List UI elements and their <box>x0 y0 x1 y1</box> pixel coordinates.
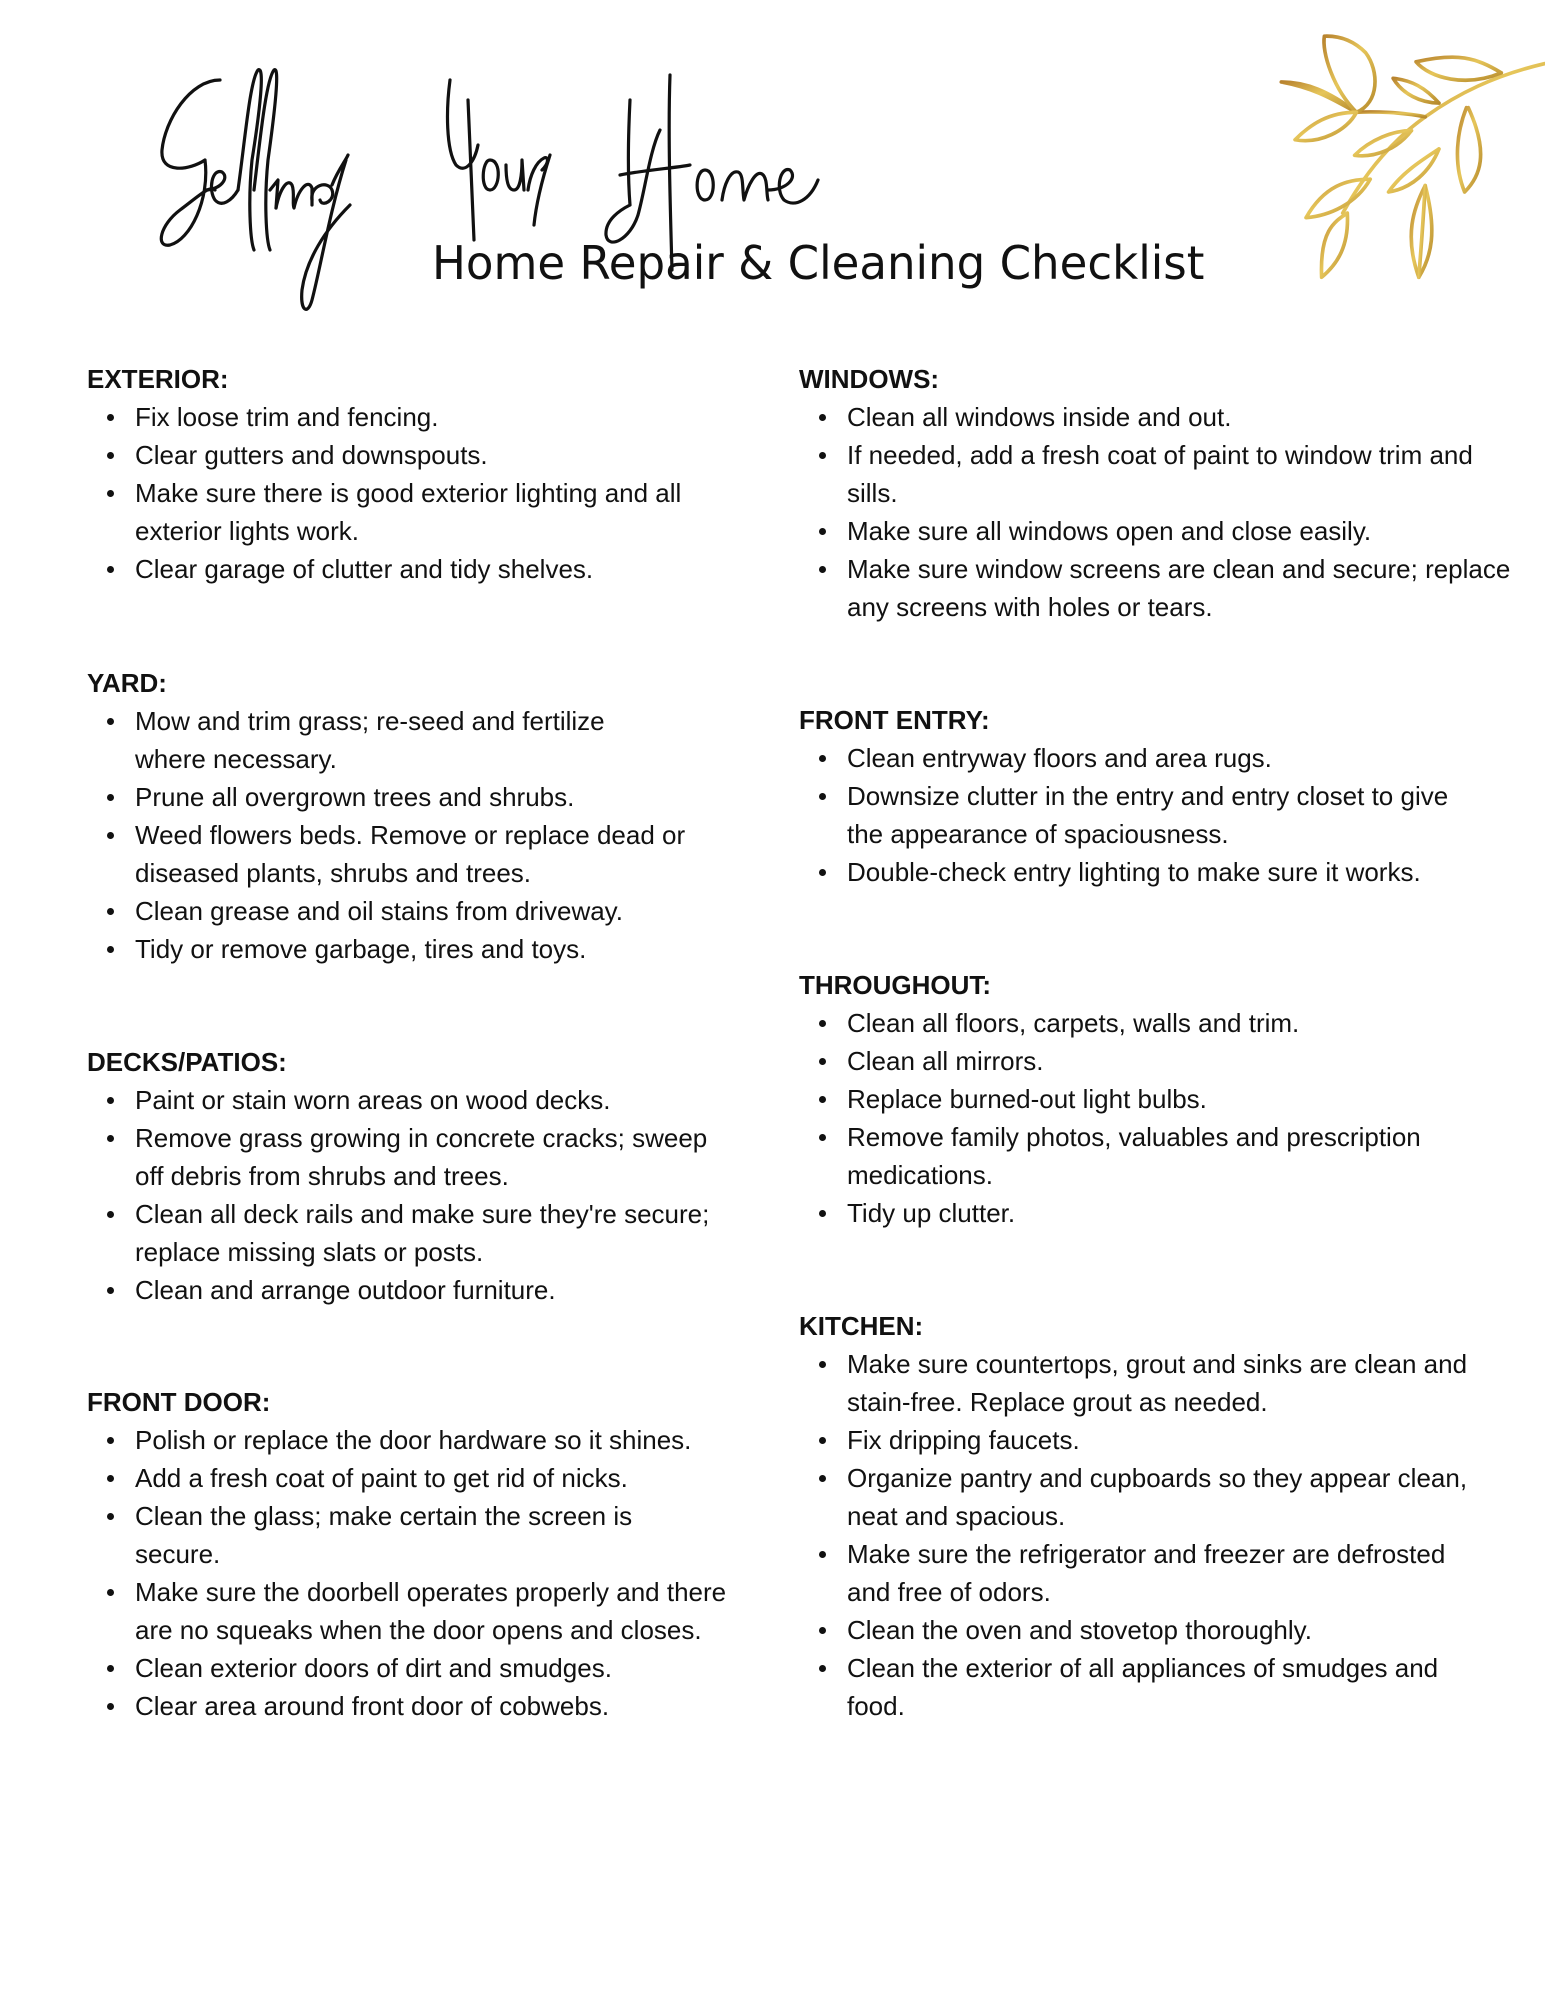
bullet-icon <box>107 414 114 421</box>
list-item: Tidy or remove garbage, tires and toys. <box>87 930 727 968</box>
bullet-icon <box>819 414 826 421</box>
bullet-icon <box>107 718 114 725</box>
list-item: Clean all windows inside and out. <box>799 398 1489 436</box>
bullet-icon <box>819 528 826 535</box>
bullet-icon <box>107 1211 114 1218</box>
list-item: Prune all overgrown trees and shrubs. <box>87 778 727 816</box>
bullet-icon <box>107 794 114 801</box>
list-item: Clean all deck rails and make sure they're secure; replace missing slats or posts. <box>87 1195 710 1271</box>
section-exterior <box>87 360 727 588</box>
bullet-icon <box>107 566 114 573</box>
list-item: Make sure the doorbell operates properly and there are no squeaks when the door opens and closes. <box>87 1573 750 1649</box>
section-front-entry <box>799 701 1489 891</box>
section-heading: KITCHEN: <box>799 1311 924 1341</box>
list-item: Clear gutters and downspouts. <box>87 436 727 474</box>
bullet-icon <box>819 1665 826 1672</box>
section-heading: THROUGHOUT: <box>799 970 992 1000</box>
list-item: Make sure countertops, grout and sinks are clean and stain-free. Replace grout as needed. <box>799 1345 1527 1421</box>
list-item: Paint or stain worn areas on wood decks. <box>87 1081 727 1119</box>
bullet-icon <box>107 1703 114 1710</box>
bullet-icon <box>819 1361 826 1368</box>
bullet-icon <box>107 1287 114 1294</box>
list-item: Clean the oven and stovetop thoroughly. <box>799 1611 1489 1649</box>
list-item: Organize pantry and cupboards so they appear clean, neat and spacious. <box>799 1459 1497 1535</box>
list-item: Fix dripping faucets. <box>799 1421 1489 1459</box>
bullet-icon <box>107 908 114 915</box>
bullet-icon <box>819 1437 826 1444</box>
checklist <box>87 1421 727 1725</box>
list-item: Clear area around front door of cobwebs. <box>87 1687 727 1725</box>
list-item: Clean all floors, carpets, walls and trim. <box>799 1004 1489 1042</box>
list-item: Clean all mirrors. <box>799 1042 1489 1080</box>
list-item: Make sure there is good exterior lighting and all exterior lights work. <box>87 474 690 550</box>
list-item: Add a fresh coat of paint to get rid of nicks. <box>87 1459 727 1497</box>
section-windows <box>799 360 1511 626</box>
list-item: Make sure all windows open and close easily. <box>799 512 1489 550</box>
bullet-icon <box>819 1475 826 1482</box>
list-item: Remove family photos, valuables and prescription medications. <box>799 1118 1527 1194</box>
bullet-icon <box>107 1475 114 1482</box>
list-item: Make sure window screens are clean and secure; replace any screens with holes or tears. <box>799 550 1517 626</box>
bullet-icon <box>107 1589 114 1596</box>
section-decks-patios <box>87 1043 727 1309</box>
bullet-icon <box>819 1134 826 1141</box>
list-item: Make sure the refrigerator and freezer are defrosted and free of odors. <box>799 1535 1457 1611</box>
list-item: Weed flowers beds. Remove or replace dead or diseased plants, shrubs and trees. <box>87 816 735 892</box>
subtitle: Home Repair & Cleaning Checklist <box>432 236 1205 290</box>
bullet-icon <box>819 1627 826 1634</box>
bullet-icon <box>819 1020 826 1027</box>
section-heading: FRONT ENTRY: <box>799 705 990 735</box>
checklist <box>799 398 1511 626</box>
bullet-icon <box>107 452 114 459</box>
section-heading: YARD: <box>87 668 167 698</box>
bullet-icon <box>107 946 114 953</box>
bullet-icon <box>819 452 826 459</box>
bullet-icon <box>819 1210 826 1217</box>
list-item: Clean grease and oil stains from driveway. <box>87 892 727 930</box>
bullet-icon <box>107 1513 114 1520</box>
checklist <box>87 1081 727 1309</box>
section-front-door <box>87 1383 727 1725</box>
bullet-icon <box>107 490 114 497</box>
list-item: Double-check entry lighting to make sure it works. <box>799 853 1537 891</box>
list-item: Downsize clutter in the entry and entry closet to give the appearance of spaciousness. <box>799 777 1487 853</box>
list-item: Tidy up clutter. <box>799 1194 1489 1232</box>
list-item: Replace burned-out light bulbs. <box>799 1080 1489 1118</box>
bullet-icon <box>819 1058 826 1065</box>
bullet-icon <box>107 832 114 839</box>
section-heading: FRONT DOOR: <box>87 1387 271 1417</box>
section-throughout <box>799 966 1489 1232</box>
bullet-icon <box>819 566 826 573</box>
bullet-icon <box>819 793 826 800</box>
list-item: Mow and trim grass; re-seed and fertilize where necessary. <box>87 702 655 778</box>
bullet-icon <box>819 755 826 762</box>
bullet-icon <box>107 1097 114 1104</box>
bullet-icon <box>819 1551 826 1558</box>
section-heading: WINDOWS: <box>799 364 940 394</box>
section-heading: EXTERIOR: <box>87 364 229 394</box>
list-item: Clean the exterior of all appliances of smudges and food. <box>799 1649 1497 1725</box>
list-item: Clean entryway floors and area rugs. <box>799 739 1489 777</box>
bullet-icon <box>107 1135 114 1142</box>
bullet-icon <box>819 869 826 876</box>
checklist <box>87 702 727 968</box>
section-yard <box>87 664 727 968</box>
list-item: Clear garage of clutter and tidy shelves. <box>87 550 727 588</box>
list-item: Fix loose trim and fencing. <box>87 398 727 436</box>
list-item: If needed, add a fresh coat of paint to window trim and sills. <box>799 436 1517 512</box>
checklist <box>87 398 727 588</box>
checklist <box>799 1004 1489 1232</box>
section-kitchen <box>799 1307 1489 1725</box>
bullet-icon <box>107 1665 114 1672</box>
list-item: Remove grass growing in concrete cracks; sweep off debris from shrubs and trees. <box>87 1119 715 1195</box>
list-item: Clean exterior doors of dirt and smudges. <box>87 1649 727 1687</box>
gold-leaf-branch-icon <box>1255 16 1545 291</box>
list-item: Polish or replace the door hardware so it shines. <box>87 1421 695 1459</box>
list-item: Clean the glass; make certain the screen is secure. <box>87 1497 715 1573</box>
bullet-icon <box>819 1096 826 1103</box>
bullet-icon <box>107 1437 114 1444</box>
list-item: Clean and arrange outdoor furniture. <box>87 1271 727 1309</box>
checklist <box>799 739 1489 891</box>
checklist <box>799 1345 1489 1725</box>
section-heading: DECKS/PATIOS: <box>87 1047 287 1077</box>
